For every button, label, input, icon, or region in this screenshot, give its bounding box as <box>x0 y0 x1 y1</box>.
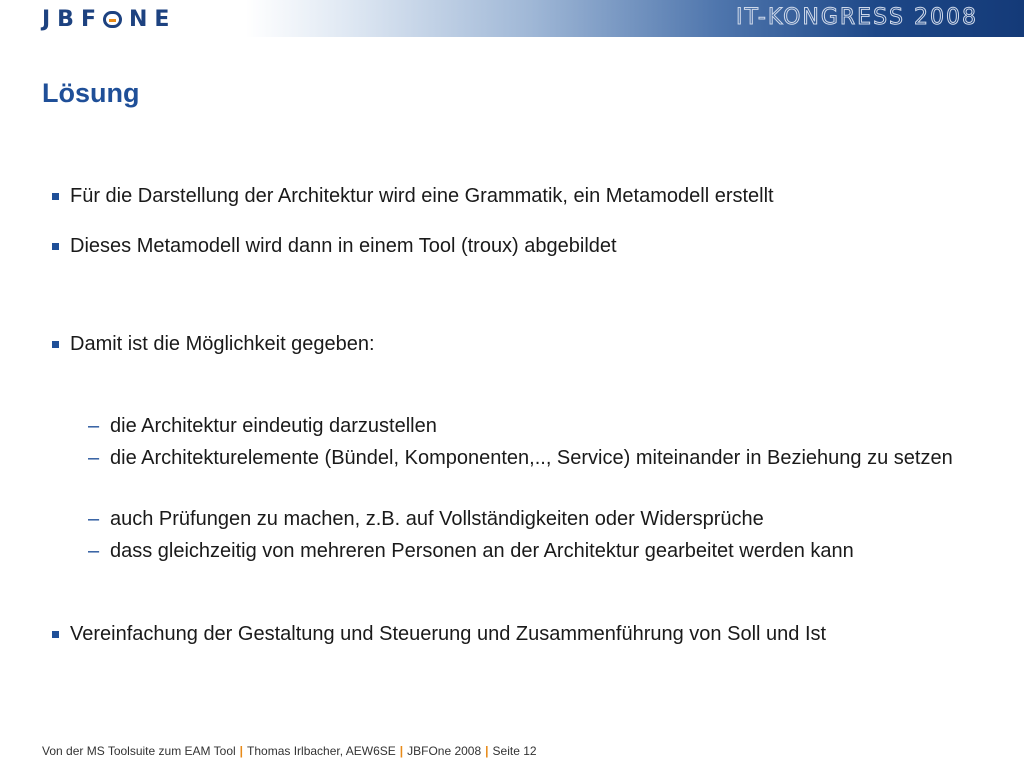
bullet-text: Vereinfachung der Gestaltung und Steuerung und Zusammenführung von Soll und Ist <box>70 623 827 645</box>
footer-author: Thomas Irlbacher, AEW6SE <box>247 744 396 758</box>
footer-separator: | <box>239 744 244 758</box>
square-bullet-icon <box>52 243 59 250</box>
sub-item <box>88 537 988 565</box>
footer-event: JBFOne 2008 <box>407 744 482 758</box>
congress-label: IT-KONGRESS 2008 <box>736 5 978 30</box>
jbfone-logo <box>42 6 176 32</box>
sub-item-text: die Architektur eindeutig darzustellen <box>110 415 437 437</box>
square-bullet-icon <box>52 193 59 200</box>
bullet-text: Dieses Metamodell wird dann in einem Tool (troux) abgebildet <box>70 235 617 257</box>
sub-item <box>88 505 988 533</box>
header-banner <box>0 0 1024 37</box>
dash-bullet-icon: – <box>88 540 100 562</box>
bullet-text: Für die Darstellung der Architektur wird eine Grammatik, ein Metamodell erstellt <box>70 185 774 207</box>
sub-item-text: die Architekturelemente (Bündel, Komponenten,.., Service) miteinander in Beziehung zu setzen <box>110 447 953 469</box>
sub-item-text: auch Prüfungen zu machen, z.B. auf Vollständigkeiten oder Widersprüche <box>110 508 764 530</box>
bullet-item <box>52 331 375 357</box>
sub-item-text: dass gleichzeitig von mehreren Personen an der Architektur gearbeitet werden kann <box>110 540 854 562</box>
logo-text-right: NE <box>128 6 177 32</box>
sub-item <box>88 412 988 440</box>
footer <box>42 744 537 758</box>
sub-item <box>88 444 968 472</box>
footer-presentation-title: Von der MS Toolsuite zum EAM Tool <box>42 744 236 758</box>
footer-page-number: Seite 12 <box>492 744 537 758</box>
bullet-item <box>52 233 617 259</box>
logo-text-left: JBF <box>42 6 103 32</box>
footer-separator: | <box>399 744 404 758</box>
footer-separator: | <box>485 744 489 758</box>
dash-bullet-icon: – <box>88 415 100 437</box>
dash-bullet-icon: – <box>88 508 100 530</box>
bullet-item <box>52 621 826 647</box>
page-title: Lösung <box>42 78 140 108</box>
logo-o-icon <box>103 11 122 28</box>
square-bullet-icon <box>52 341 59 348</box>
bullet-text: Damit ist die Möglichkeit gegeben: <box>70 333 375 355</box>
bullet-item <box>52 183 774 209</box>
square-bullet-icon <box>52 631 59 638</box>
dash-bullet-icon: – <box>88 447 100 469</box>
